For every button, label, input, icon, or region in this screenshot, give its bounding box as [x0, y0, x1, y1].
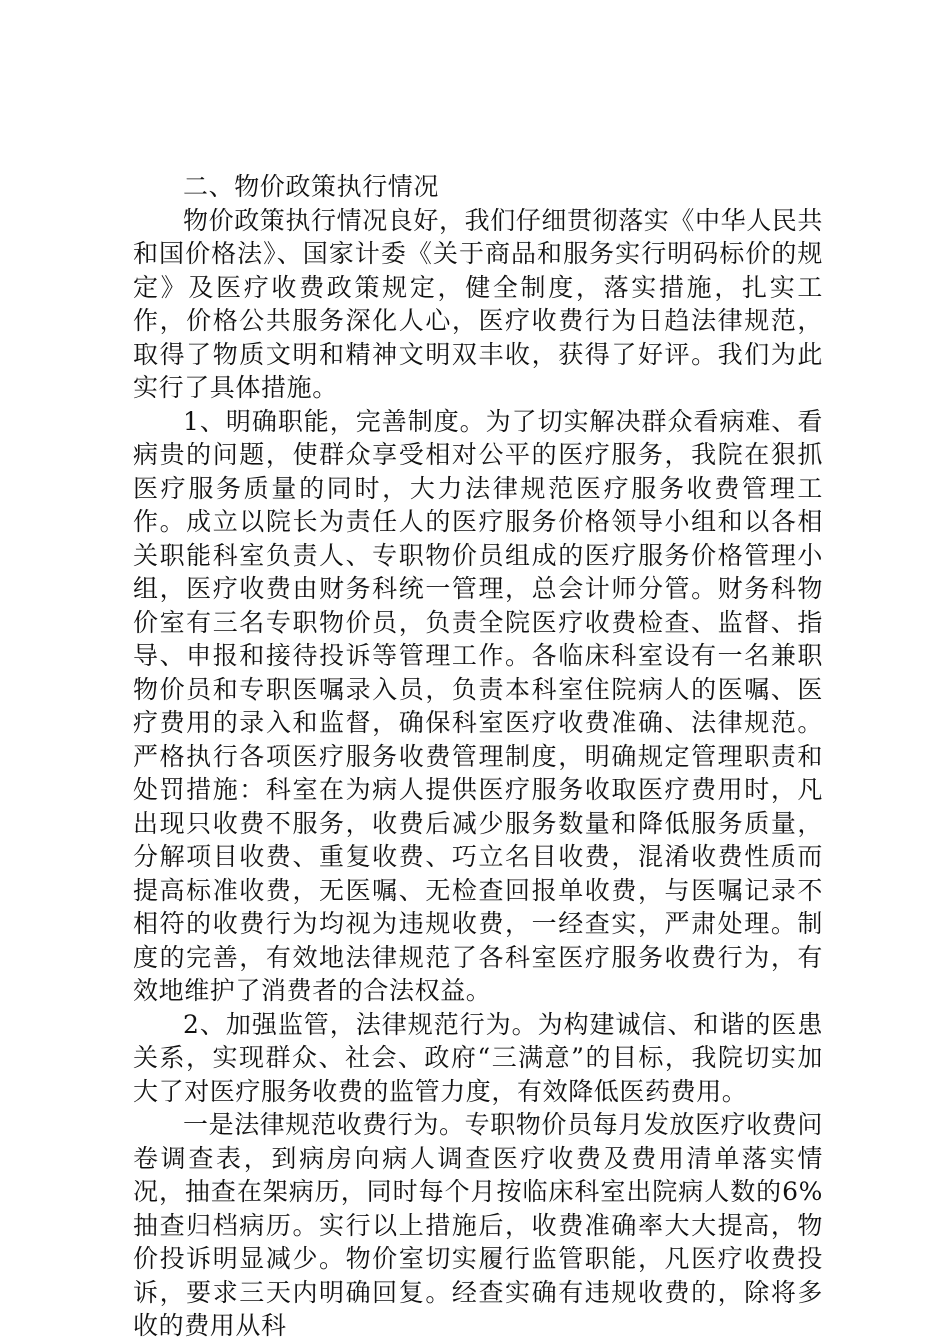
paragraph-price-policy-summary: 物价政策执行情况良好，我们仔细贯彻落实《中华人民共和国价格法》、国家计委《关于商品和服务实行明码标价的规定》及医疗收费政策规定，健全制度，落实措施，扎实工作，价格公共服务深化人心，医疗收费行为日趋法律规范，取得了物质文明和精神文明双丰收，获得了好评。我们为此实行了具体措施。 [133, 205, 824, 402]
paragraph-duties-and-system: 1、明确职能，完善制度。为了切实解决群众看病难、看病贵的问题，使群众享受相对公平的医疗服务，我院在狠抓医疗服务质量的同时，大力法律规范医疗服务收费管理工作。成立以院长为责任人的医疗服务价格领导小组和以各相关职能科室负责人、专职物价员组成的医疗服务价格管理小组，医疗收费由财务科统一管理，总会计师分管。财务科物价室有三名专职物价员，负责全院医疗收费检查、监督、指导、申报和接待投诉等管理工作。各临床科室设有一名兼职物价员和专职医嘱录入员，负责本科室住院病人的医嘱、医疗费用的录入和监督，确保科室医疗收费准确、法律规范。严格执行各项医疗服务收费管理制度，明确规定管理职责和处罚措施：科室在为病人提供医疗服务收取医疗费用时，凡出现只收费不服务，收费后减少服务数量和降低服务质量，分解项目收费、重复收费、巧立名目收费，混淆收费性质而提高标准收费，无医嘱、无检查回报单收费，与医嘱记录不相符的收费行为均视为违规收费，一经查实，严肃处理。制度的完善，有效地法律规范了各科室医疗服务收费行为，有效地维护了消费者的合法权益。 [133, 406, 823, 1005]
paragraph-supervision: 2、加强监管，法律规范行为。为构建诚信、和谐的医患关系，实现群众、社会、政府“三满意”的目标，我院切实加大了对医疗服务收费的监管力度，有效降低医药费用。 [133, 1009, 823, 1106]
section-heading: 二、物价政策执行情况 [183, 172, 440, 201]
paragraph-fee-regulation: 一是法律规范收费行为。专职物价员每月发放医疗收费问卷调查表，到病房向病人调查医疗收费及费用清单落实情况，抽查在架病历，同时每个月按临床科室出院病人数的6%抽查归档病历。实行以上措施后，收费准确率大大提高，物价投诉明显减少。物价室切实履行监管职能，凡医疗收费投诉，要求三天内明确回复。经查实确有违规收费的，除将多收的费用从科 [133, 1110, 824, 1340]
document-body [133, 170, 823, 1343]
